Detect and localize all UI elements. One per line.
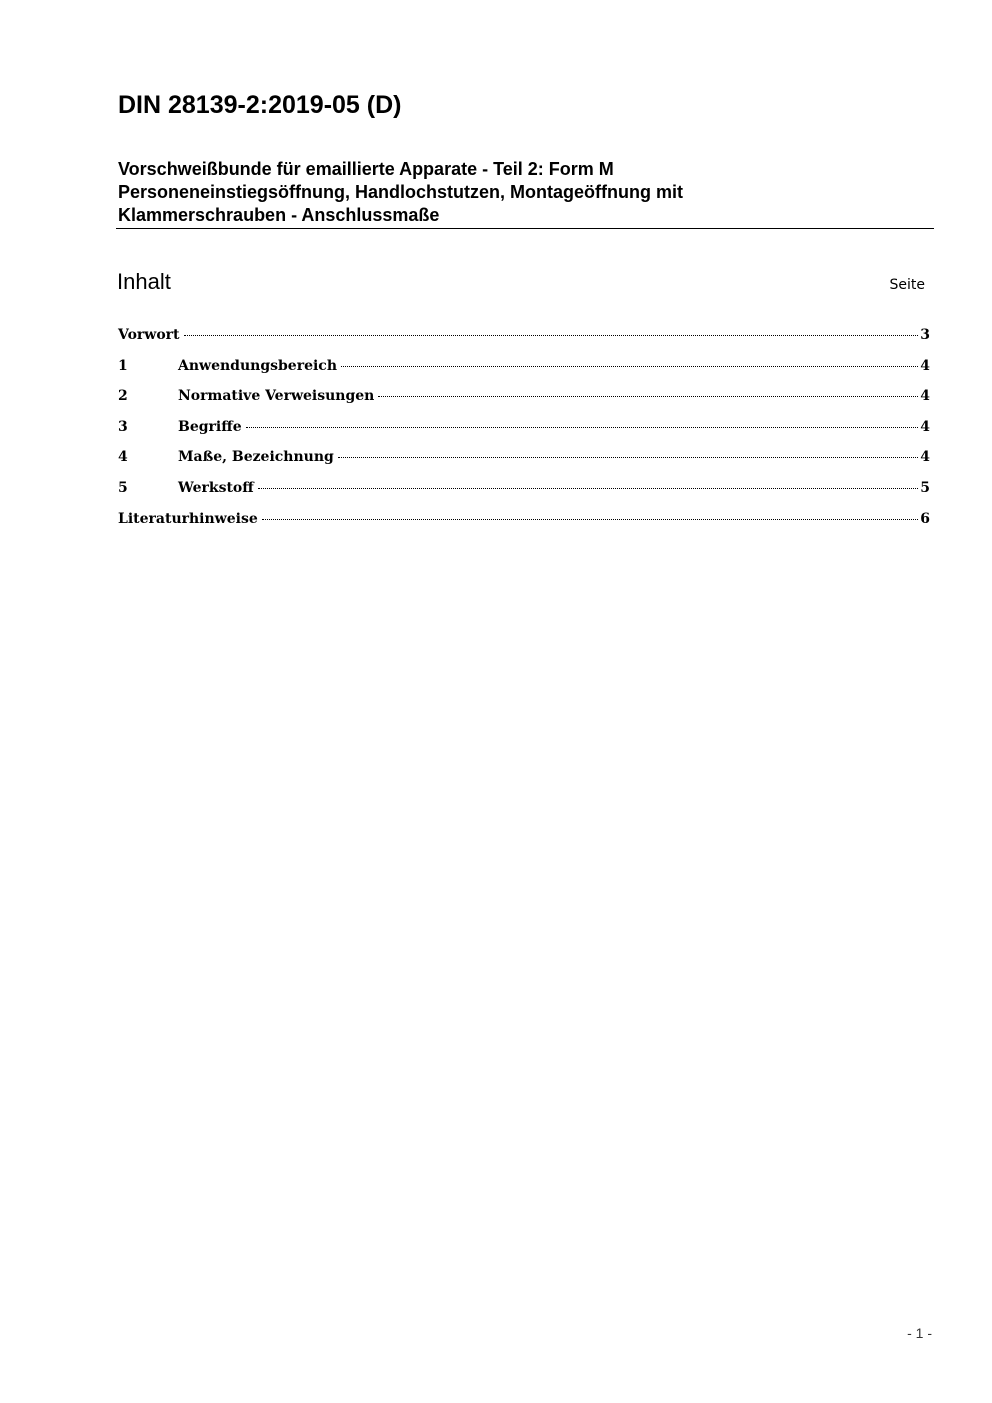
toc-entry-werkstoff[interactable]: [118, 476, 930, 507]
toc-dot-leader: [341, 366, 918, 367]
toc-entry-title: Normative Verweisungen: [178, 388, 375, 405]
toc-entry-number: 5: [118, 479, 128, 496]
toc-entry-page: 4: [920, 357, 930, 374]
toc-entry-number: 3: [118, 418, 128, 435]
toc-entry-page: 6: [920, 510, 930, 527]
toc-entry-number: 1: [118, 357, 128, 374]
toc-dot-leader: [338, 457, 918, 458]
toc-dot-leader: [262, 519, 919, 520]
toc-entry-page: 5: [920, 479, 930, 496]
toc-entry-normative-verweisungen[interactable]: [118, 384, 930, 415]
toc-entry-number: 4: [118, 449, 128, 466]
document-title: [118, 158, 934, 227]
document-title-line: Personeneinstiegsöffnung, Handlochstutzen, Montageöffnung mit: [118, 182, 683, 202]
toc-entry-title: Vorwort: [118, 327, 180, 343]
document-id: DIN 28139-2:2019-05 (D): [118, 91, 402, 119]
toc-entry-title: Maße, Bezeichnung: [178, 449, 334, 466]
toc-entry-page: 3: [920, 327, 930, 343]
toc-entry-title: Begriffe: [178, 418, 242, 435]
toc-entry-literaturhinweise[interactable]: [118, 507, 930, 538]
toc-entry-page: 4: [920, 418, 930, 435]
page-number: - 1 -: [907, 1325, 932, 1341]
page-column-label: Seite: [889, 277, 925, 293]
toc-entry-number: 2: [118, 388, 128, 405]
toc-entry-anwendungsbereich[interactable]: [118, 354, 930, 385]
contents-heading: Inhalt: [117, 269, 171, 294]
toc-entry-title: Literaturhinweise: [118, 510, 258, 527]
toc-entry-begriffe[interactable]: [118, 415, 930, 446]
table-of-contents: [118, 323, 930, 537]
toc-entry-title: Anwendungsbereich: [178, 357, 337, 374]
toc-entry-vorwort[interactable]: [118, 323, 930, 354]
document-title-line: Klammerschrauben - Anschlussmaße: [118, 205, 440, 225]
document-title-line: Vorschweißbunde für emaillierte Apparate - Teil 2: Form M: [118, 159, 614, 179]
toc-dot-leader: [258, 488, 919, 489]
title-divider: [116, 228, 934, 229]
toc-dot-leader: [184, 335, 919, 336]
toc-entry-masse-bezeichnung[interactable]: [118, 445, 930, 476]
toc-entry-page: 4: [920, 449, 930, 466]
toc-entry-page: 4: [920, 388, 930, 405]
toc-dot-leader: [246, 427, 919, 428]
toc-dot-leader: [378, 396, 918, 397]
toc-entry-title: Werkstoff: [178, 479, 254, 496]
